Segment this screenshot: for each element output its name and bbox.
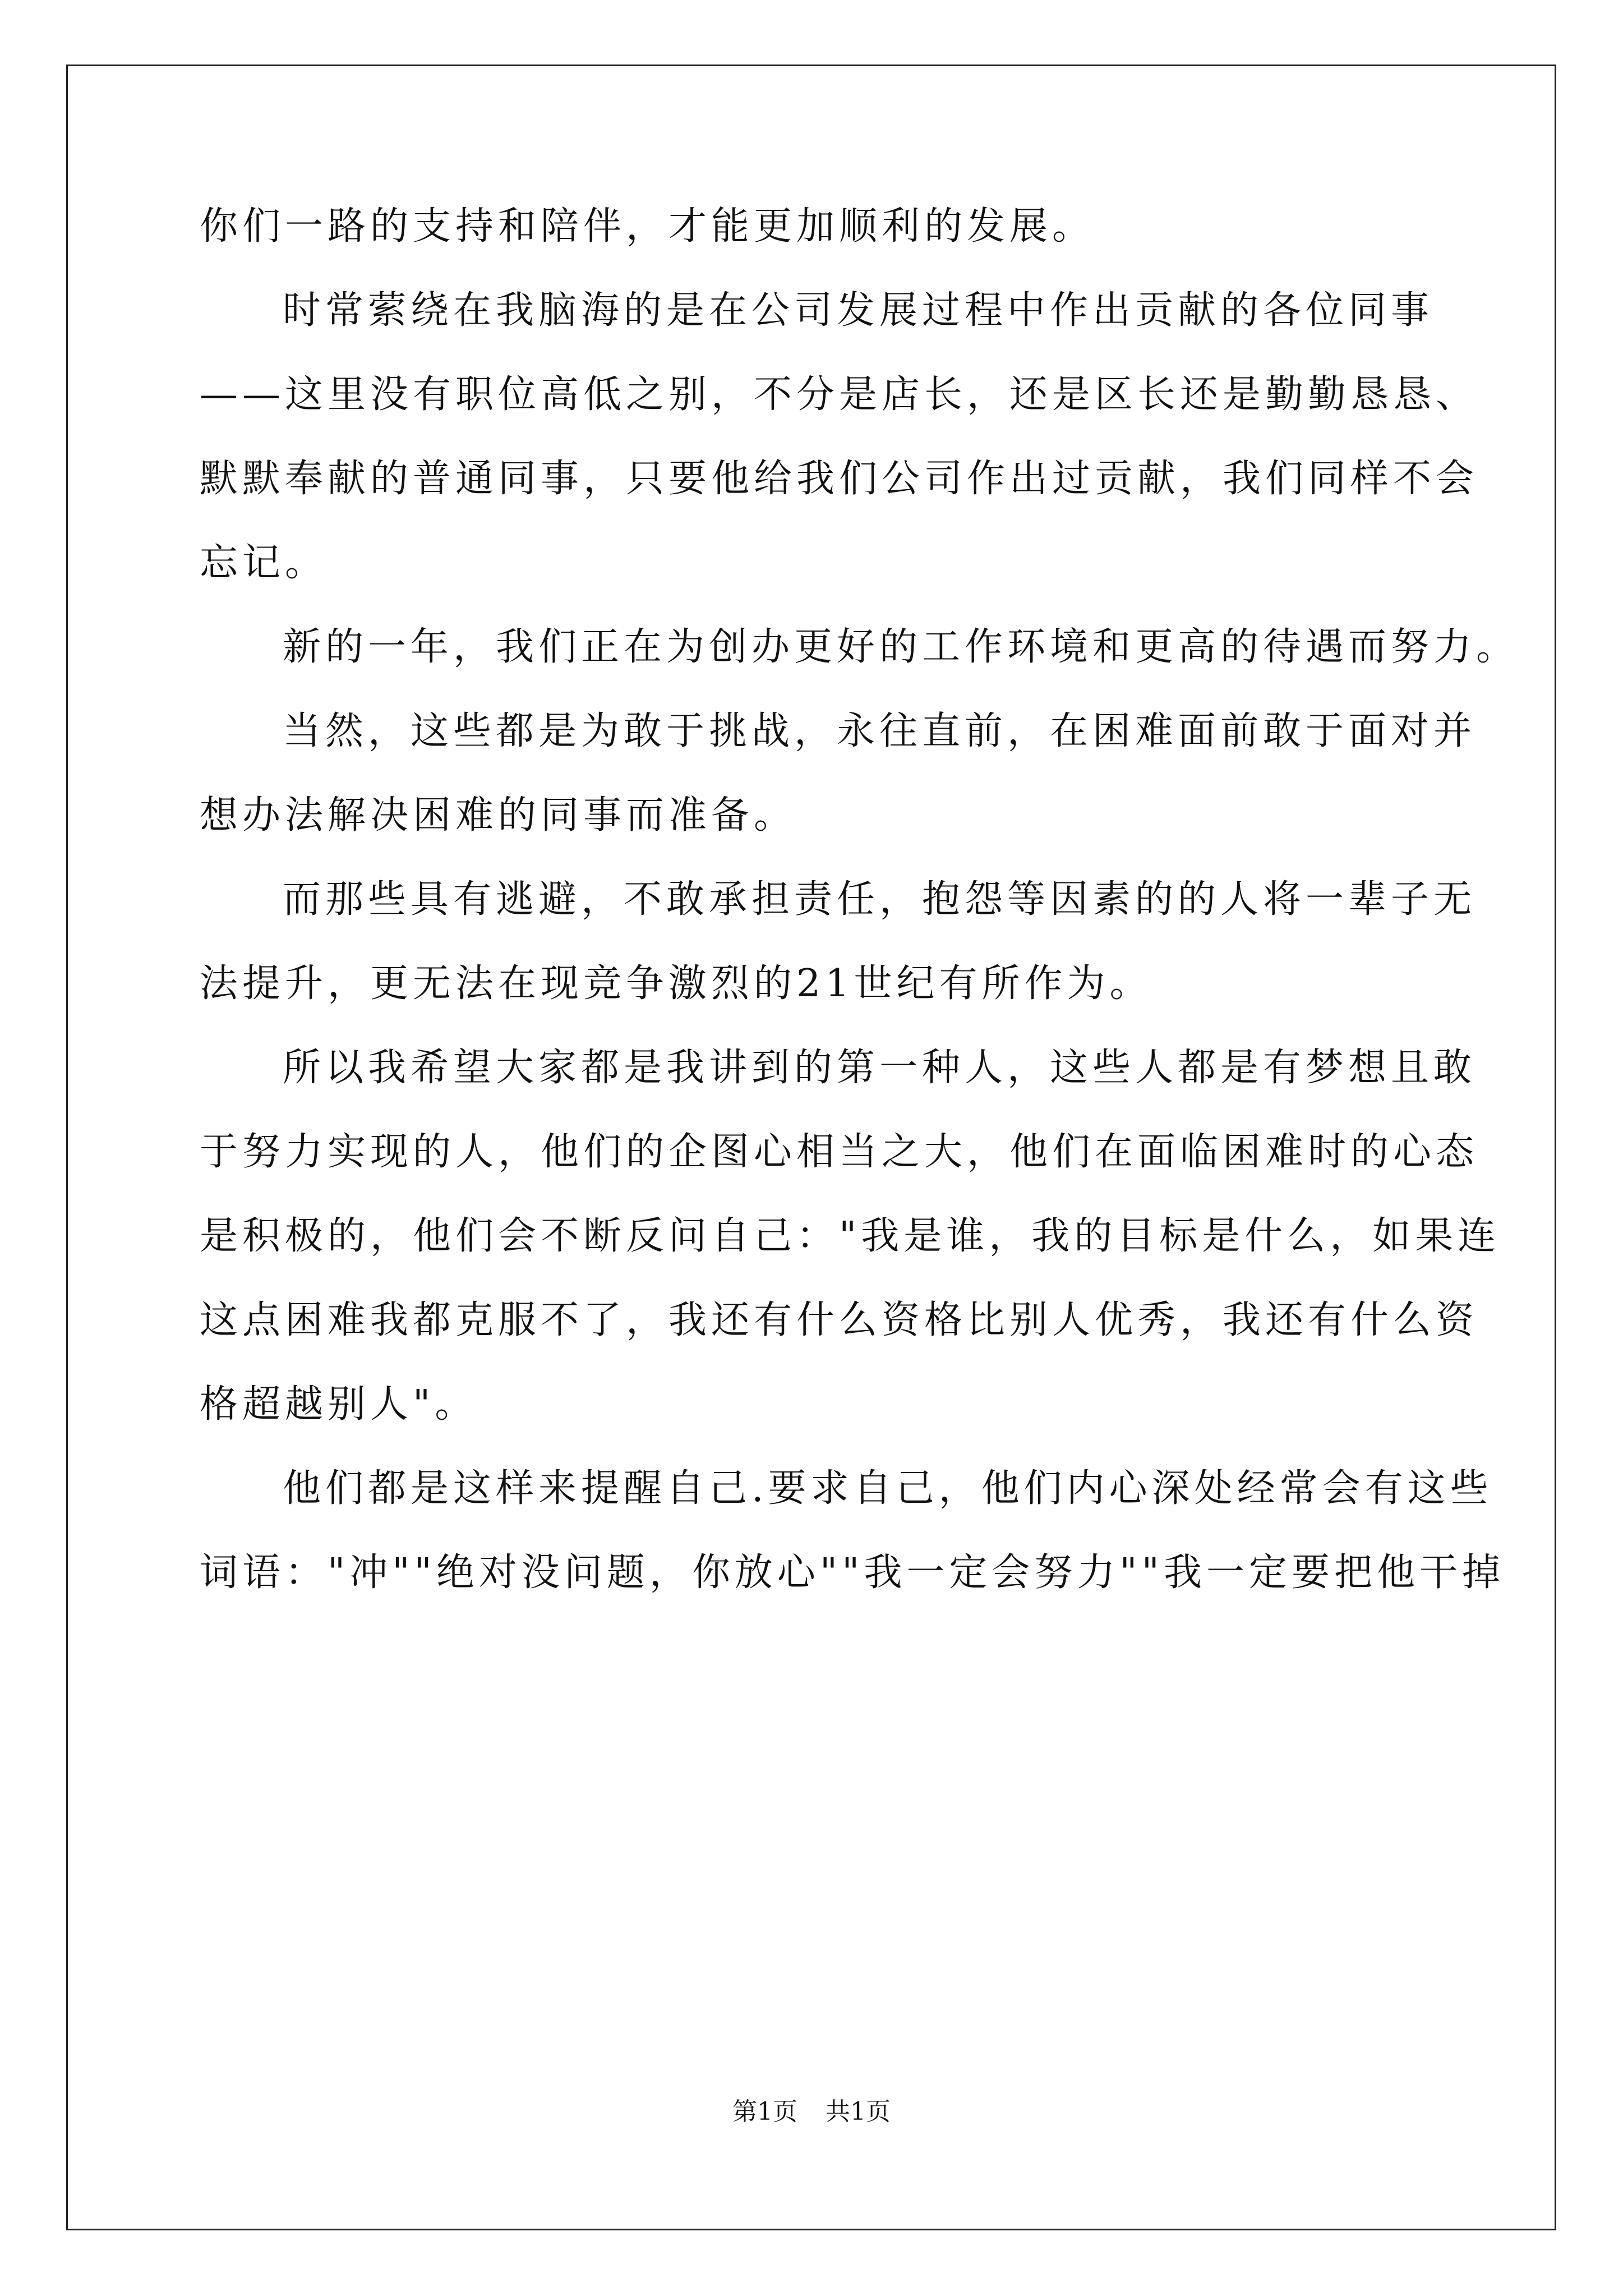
page-total: 共1页 <box>826 2097 891 2126</box>
text-line: 而那些具有逃避，不敢承担责任，抱怨等因素的的人将一辈子无 <box>283 877 1477 922</box>
text-line: 当然，这些都是为敢于挑战，永往直前，在困难面前敢于面对并 <box>283 709 1477 753</box>
text-line: 词语："冲""绝对没问题，你放心""我一定会努力""我一定要把他干掉 <box>200 1550 1505 1595</box>
text-line: 想办法解决困难的同事而准备。 <box>200 793 797 838</box>
text-line: 所以我希望大家都是我讲到的第一种人，这些人都是有梦想且敢 <box>283 1046 1477 1090</box>
text-line: 这点困难我都克服不了，我还有什么资格比别人优秀，我还有什么资 <box>200 1298 1479 1342</box>
text-line: 法提升，更无法在现竞争激烈的21世纪有所作为。 <box>200 961 1152 1006</box>
text-line: 忘记。 <box>200 541 328 585</box>
text-line: 默默奉献的普通同事，只要他给我们公司作出过贡献，我们同样不会 <box>200 457 1479 501</box>
page-footer <box>0 2091 1623 2127</box>
text-line: 格超越别人"。 <box>200 1382 478 1427</box>
text-line: 是积极的，他们会不断反问自己："我是谁，我的目标是什么，如果连 <box>200 1214 1501 1258</box>
text-line: 他们都是这样来提醒自己.要求自己，他们内心深处经常会有这些 <box>283 1466 1493 1511</box>
text-line: 新的一年，我们正在为创办更好的工作环境和更高的待遇而努力。 <box>283 625 1519 669</box>
text-line: 于努力实现的人，他们的企图心相当之大，他们在面临困难时的心态 <box>200 1130 1479 1174</box>
page-number: 第1页 <box>732 2097 797 2126</box>
text-line: 时常萦绕在我脑海的是在公司发展过程中作出贡献的各位同事 <box>283 288 1434 333</box>
text-line: ——这里没有职位高低之别，不分是店长，还是区长还是勤勤恳恳、 <box>200 372 1479 417</box>
text-line: 你们一路的支持和陪伴，才能更加顺利的发展。 <box>200 204 1095 249</box>
